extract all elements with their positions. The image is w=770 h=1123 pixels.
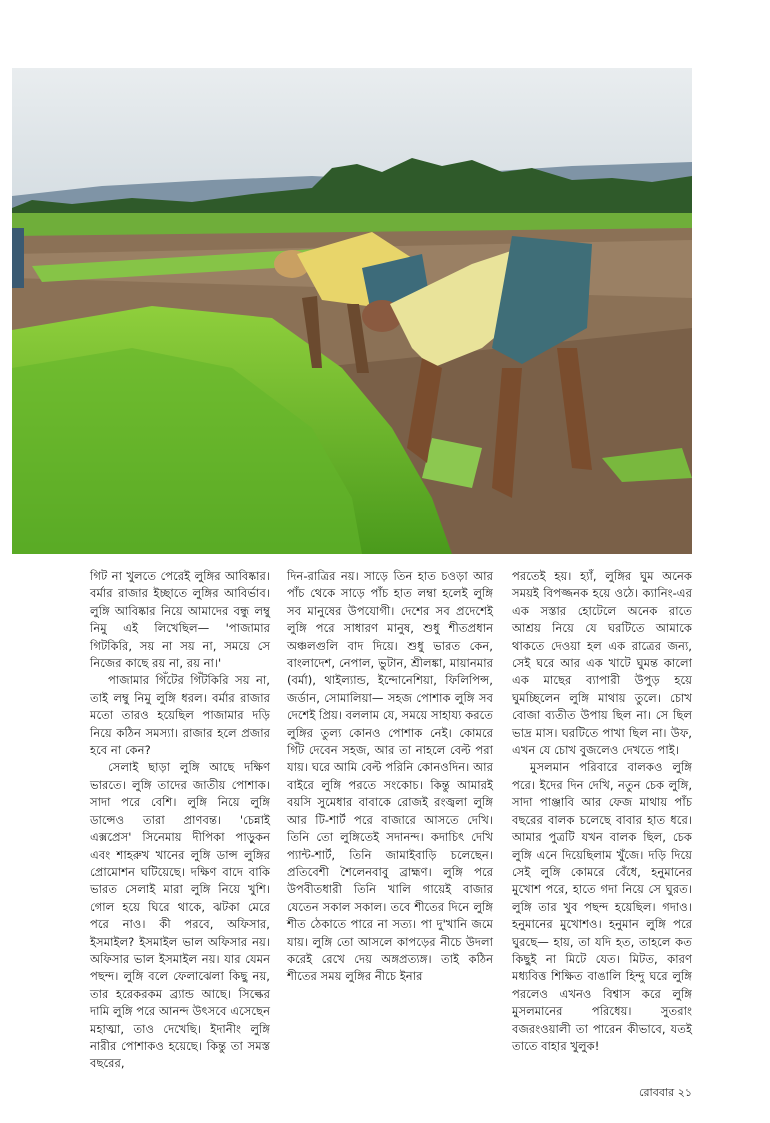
paragraph: সেলাই ছাড়া লুঙ্গি আছে দক্ষিণ ভারতে। লুঙ্গি তাদের জাতীয় পোশাক। সাদা পরে বেশি। লুঙ্গি নিয়ে লুঙ্গি ডান্সেও তারা প্রাণবন্ত। 'চেন্নাই এক্সপ্রেস' সিনেমায় দীপিকা পাড়ুকন এবং শাহরুখ খানের লুঙ্গি ডান্স লুঙ্গির প্রোমোশন ঘটিয়েছে। দক্ষিণ বাদে বাকি ভারত সেলাই মারা লুঙ্গি নিয়ে খুশি। গোল হয়ে ঘিরে থাকে, ঝটকা মেরে পরে নাও। কী পরবে, অফিসার, ইসমাইল? ইসমাইল ভাল অফিসার নয়। অফিসার ভাল ইসমাইল নয়। যার যেমন পছন্দ। লুঙ্গি বলে ফেলাঝেলা কিছু নয়, তার হরেকরকম ব্র্যান্ড আছে। সিল্কের দামি লুঙ্গি পরে আনন্দ উৎসবে এসেছেন মহাত্মা, তাও দেখেছি। ইদানীং লুঙ্গি নারীর পোশাকও হয়েছে। কিন্তু তা সমস্ত বছরের, bbox=[90, 760, 270, 1071]
paragraph: মুসলমান পরিবারে বালকও লুঙ্গি পরে। ইদের দিন দেখি, নতুন চেক লুঙ্গি, সাদা পাঞ্জাবি আর ফেজ মাথায় পাঁচ বছরের বালক চলেছে বাবার হাত ধরে। আমার পুত্রটি যখন বালক ছিল, চেক লুঙ্গি এনে দিয়েছিলাম খুঁজে। দড়ি দিয়ে সেই লুঙ্গি কোমরে বেঁধে, হনুমানের মুখোশ পরে, হাতে গদা নিয়ে সে ঘুরত। লুঙ্গি তার খুব পছন্দ হয়েছিল। গদাও। হনুমানের মুখোশও। হনুমান লুঙ্গি পরে ঘুরছে— হায়, তা যদি হত, তাহলে কত কিছুই না মিটে যেত। মিটত, কারণ মধ্যবিত্ত শিক্ষিত বাঙালি হিন্দু ঘরে লুঙ্গি পরলেও এখনও বিশ্বাস করে লুঙ্গি মুসলমানের পরিধেয়। সুতরাং বজরংওয়ালী তা পারেন কীভাবে, যতই তাতে বাহার খুলুক! bbox=[512, 760, 692, 1053]
text-column-3 bbox=[512, 568, 692, 1055]
paragraph: পরতেই হয়। হ্যাঁ, লুঙ্গির ঘুম অনেক সময়ই বিপজ্জনক হয়ে ওঠে। ক্যানিং-এর এক সস্তার হোটেলে অনেক রাতে আশ্রয় নিয়ে যে ঘরটিতে আমাকে থাকতে দেওয়া হল এক রাত্রের জন্য, সেই ঘরে আর এক খাটে ঘুমন্ত কালো এক মাছের ব্যাপারী উপুড় হয়ে ঘুমচ্ছিলেন লুঙ্গি মাথায় তুলে। চোখ বোজা ব্যতীত উপায় ছিল না। সে ছিল ভাদ্র মাস। ঘরটিতে পাখা ছিল না। উফ, এখন যে চোখ বুজলেও দেখতে পাই। bbox=[512, 569, 692, 758]
page-footer: রোববার ২১ bbox=[639, 1086, 692, 1099]
rice-planting-illustration bbox=[12, 68, 692, 554]
paragraph: দিন-রাত্রির নয়। সাড়ে তিন হাত চওড়া আর পাঁচ থেকে সাড়ে পাঁচ হাত লম্বা হলেই লুঙ্গি সব মানুষের উপযোগী। দেশের সব প্রদেশেই লুঙ্গি পরে সাধারণ মানুষ, শুধু শীতপ্রধান অঞ্চলগুলি বাদ দিয়ে। শুধু ভারত কেন, বাংলাদেশ, নেপাল, ভুটান, শ্রীলঙ্কা, মায়ানমার (বর্মা), থাইল্যান্ড, ইন্দোনেশিয়া, ফিলিপিন্স, জর্ডান, সোমালিয়া— সহজ পোশাক লুঙ্গি সব দেশেই প্রিয়। বললাম যে, সময়ে সাহায্য করতে লুঙ্গির তুল্য কোনও পোশাক নেই। কোমরে গিঁট দেবেন সহজ, আর তা নাহলে বেল্ট পরা যায়। ঘরে আমি বেল্ট পরিনি কোনওদিন। আর বাইরে লুঙ্গি পরতে সংকোচ। কিন্তু আমারই বয়সি সুমেধার বাবাকে রোজই রংজ্বলা লুঙ্গি আর টি-শার্ট পরে বাজারে আসতে দেখি। তিনি তো লুঙ্গিতেই সদানন্দ। কদাচিৎ দেখি প্যান্ট-শার্ট, তিনি জামাইবাড়ি চলেছেন। প্রতিবেশী শৈলেনবাবু ব্রাহ্মণ। লুঙ্গি পরে উপবীতধারী তিনি খালি গায়েই বাজার যেতেন সকাল সকাল। তবে শীতের দিনে লুঙ্গি শীত ঠেকাতে পারে না সত্য। পা দু'খানি জমে যায়। লুঙ্গি তো আসলে কাপড়ের নীচে উদলা করেই রেখে দেয় অঙ্গপ্রত্যঙ্গ। তাই কঠিন শীতের সময় লুঙ্গির নীচে ইনার bbox=[287, 569, 493, 984]
text-column-1 bbox=[90, 568, 270, 1073]
rice-field-photo bbox=[12, 68, 692, 554]
paragraph: পাজামার গিঁটের গিঁটকিরি সয় না, তাই লম্বু নিমু লুঙ্গি ধরল। বর্মার রাজার মতো তারও হয়েছিল পাজামার দড়ি নিয়ে কঠিন সমস্যা। রাজার হলে প্রজার হবে না কেন? bbox=[90, 673, 270, 758]
text-column-2 bbox=[287, 568, 493, 986]
paragraph: গিট না খুলতে পেরেই লুঙ্গির আবিষ্কার। বর্মার রাজার ইচ্ছাতে লুঙ্গির আবির্ভাব। লুঙ্গি আবিষ্কার নিয়ে আমাদের বন্ধু লম্বু নিমু এই লিখেছিল— 'পাজামার গিটকিরি, সয় না সয় না, সময়ে সে নিজের কাছে রয় না, রয় না।' bbox=[90, 569, 270, 671]
